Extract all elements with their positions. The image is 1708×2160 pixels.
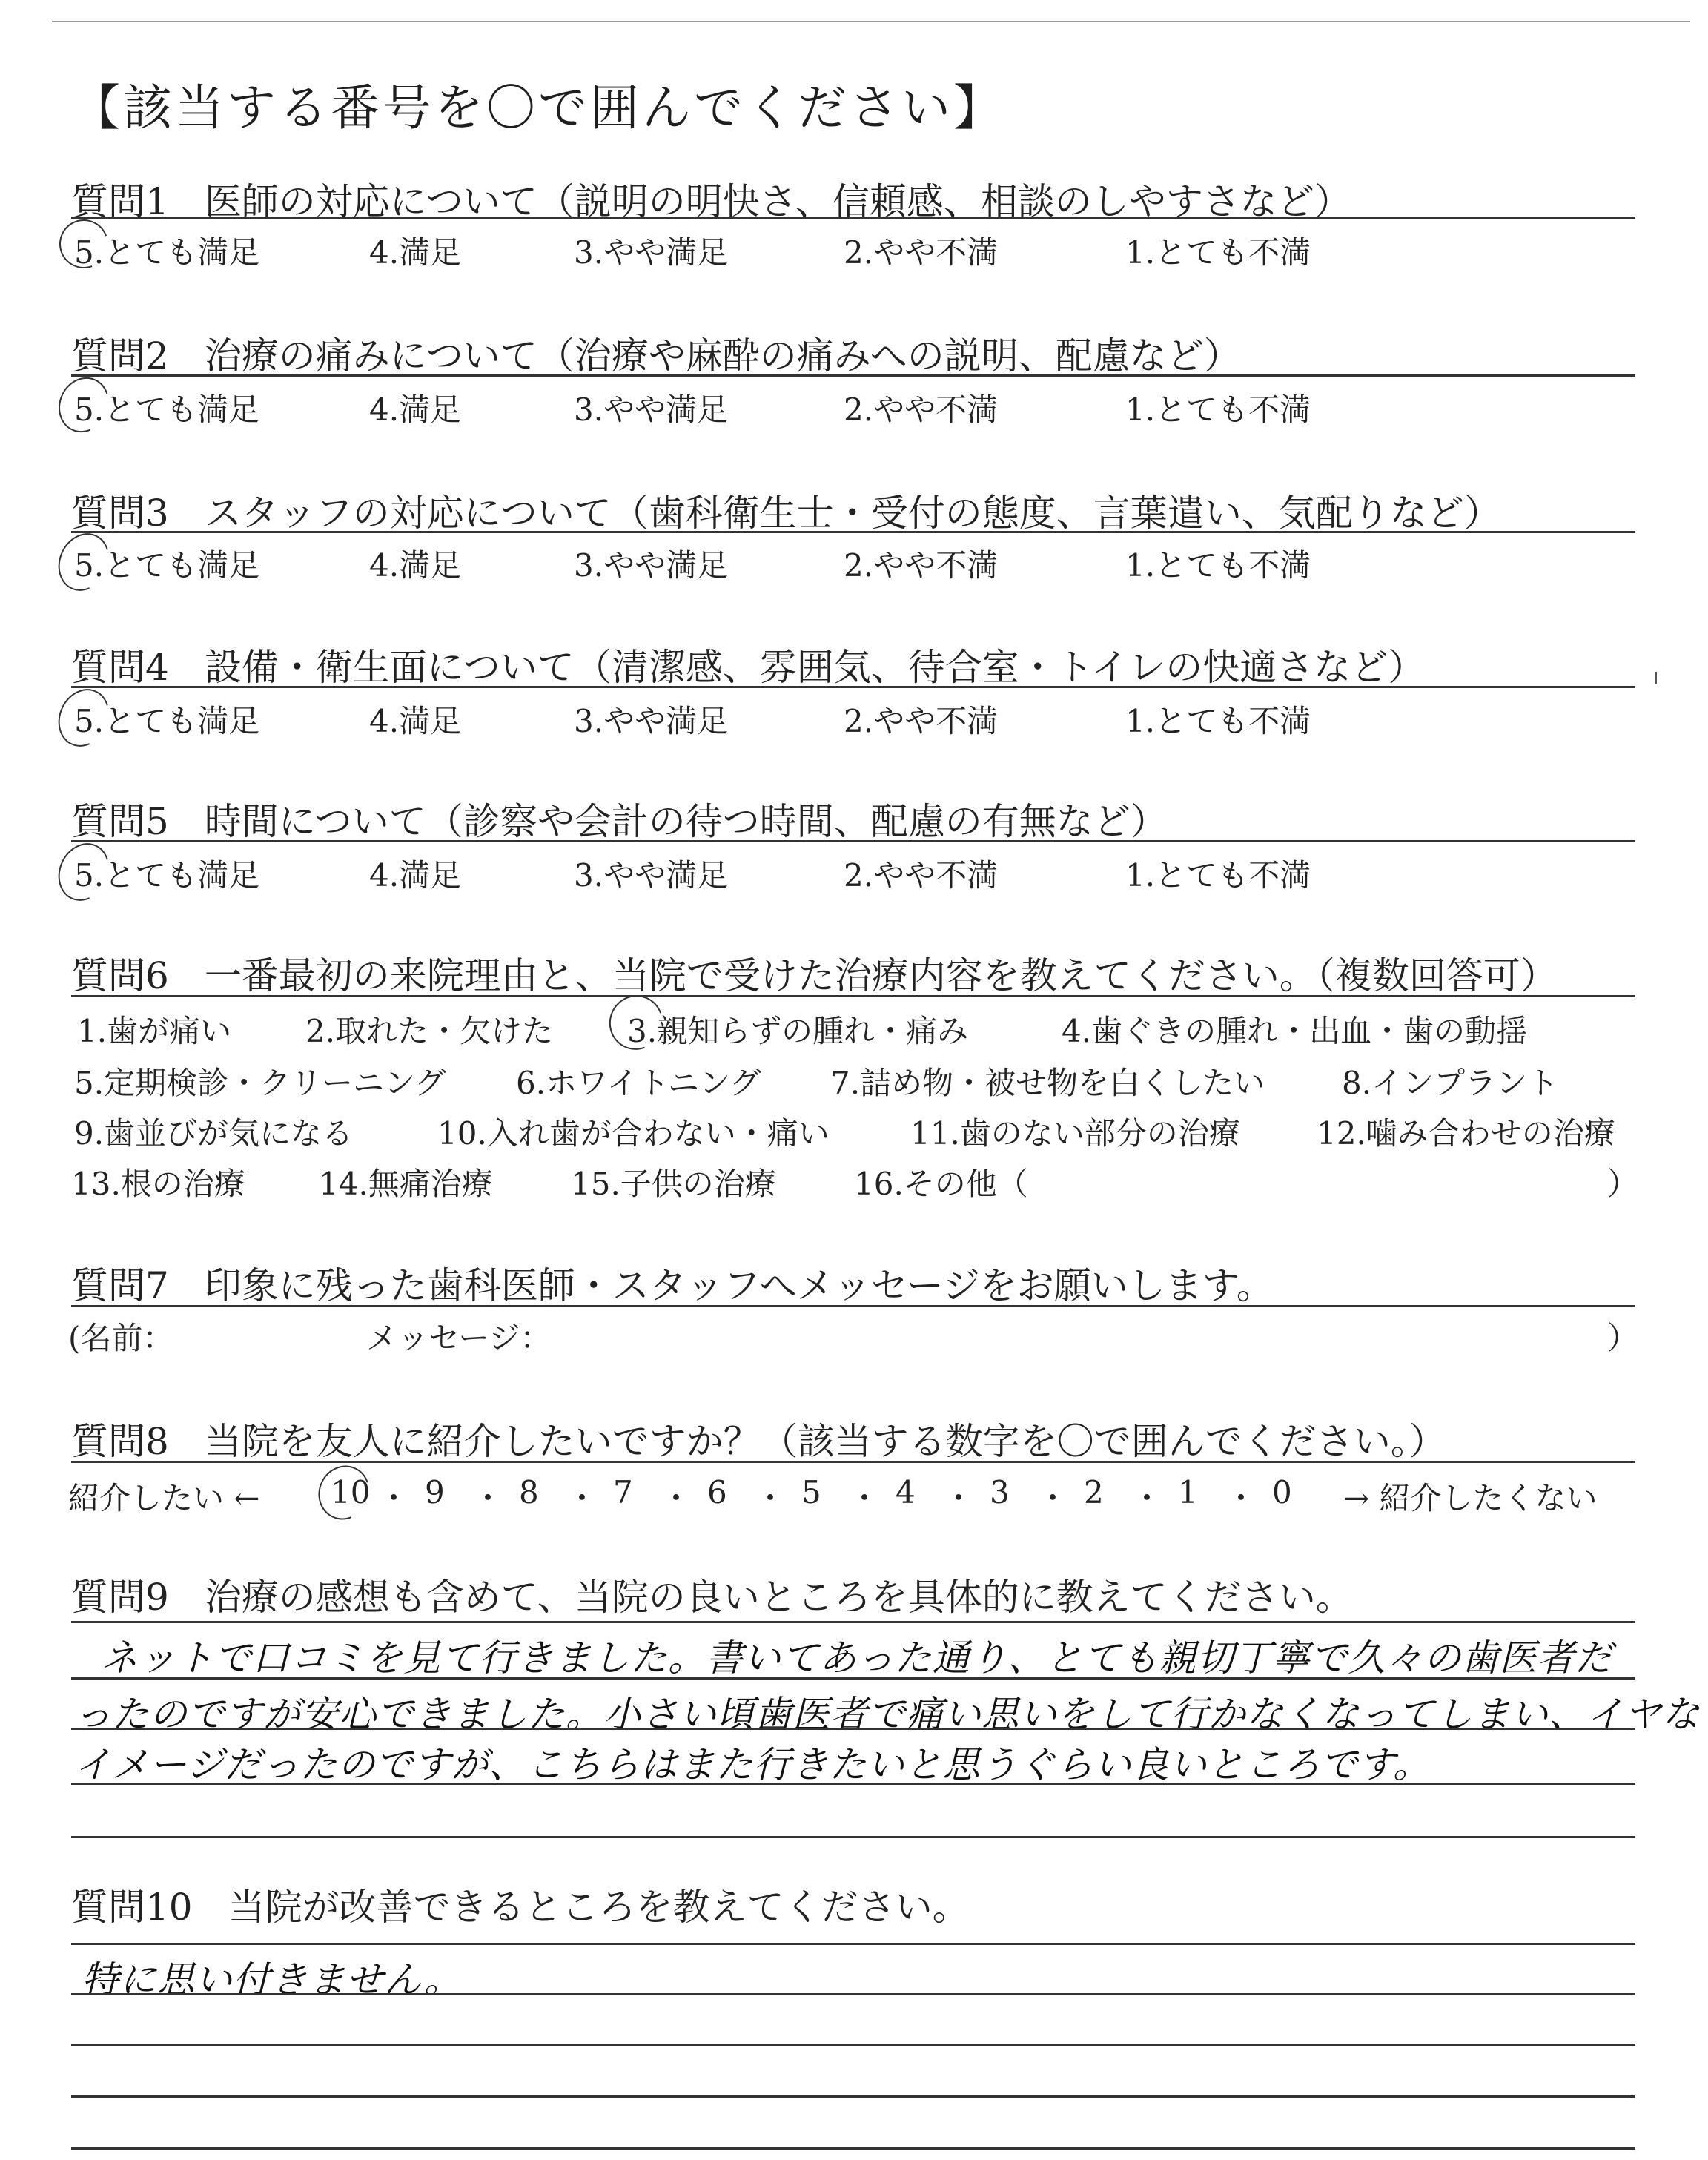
question-title: 質問1 医師の対応について（説明の明快さ、信頼感、相談のしやすさなど） [71,180,1351,223]
option-3[interactable]: 3.やや満足 [574,234,729,271]
option-4[interactable]: 4.満足 [369,234,462,271]
answer-line [71,1943,1635,1945]
scale-separator: ・ [378,1480,410,1516]
question-rule [71,840,1635,842]
option-5[interactable]: 5.とても満足 [74,857,260,894]
form-header: 【該当する番号を〇で囲んでください】 [71,79,1005,136]
answer-line [71,1783,1635,1785]
handwritten-answer-line: ったのですが安心できました。小さい頃歯医者で痛い思いをして行かなくなってしまい、イヤな [74,1693,1700,1736]
scale-separator: ・ [849,1480,881,1516]
name-label: (名前： [68,1320,174,1356]
option-1[interactable]: 1.とても不満 [1125,547,1311,584]
question-title: 質問10 当院が改善できるところを教えてください。 [71,1886,970,1929]
reason-2[interactable]: 2.取れた・欠けた [305,1013,554,1049]
question-title: 質問2 治療の痛みについて（治療や麻酔の痛みへの説明、配慮など） [71,334,1241,377]
top-border [52,21,1690,22]
scale-separator: ・ [472,1480,504,1516]
scale-separator: ・ [661,1480,692,1516]
reason-3[interactable]: 3.親知らずの腫れ・痛み [627,1013,969,1049]
scan-speck [1655,672,1657,684]
reason-12[interactable]: 12.噛み合わせの治療 [1317,1115,1615,1152]
option-3[interactable]: 3.やや満足 [574,703,729,739]
question-title: 質問9 治療の感想も含めて、当院の良いところを具体的に教えてください。 [71,1576,1353,1619]
reason-6[interactable]: 6.ホワイトニング [516,1065,761,1101]
scale-separator: ・ [566,1480,598,1516]
reason-9[interactable]: 9.歯並びが気になる [74,1115,354,1152]
reason-11[interactable]: 11.歯のない部分の治療 [910,1115,1240,1152]
option-3[interactable]: 3.やや満足 [574,547,729,584]
message-label: メッセージ： [366,1320,552,1356]
question-title: 質問4 設備・衛生面について（清潔感、雰囲気、待合室・トイレの快適さなど） [71,646,1426,689]
reason-15[interactable]: 15.子供の治療 [571,1166,776,1202]
answer-line [71,1836,1635,1838]
question-rule [71,995,1635,997]
option-5[interactable]: 5.とても満足 [74,547,260,584]
reason-5[interactable]: 5.定期検診・クリーニング [74,1065,446,1101]
question-rule [71,531,1635,533]
answer-line [71,1677,1635,1680]
scale-value-2[interactable]: 2 [1084,1474,1104,1510]
question-title: 質問8 当院を友人に紹介したいですか？（該当する数字を〇で囲んでください。） [71,1420,1446,1463]
option-3[interactable]: 3.やや満足 [574,392,729,428]
other-close-paren: ） [1607,1166,1639,1202]
message-close-paren: ） [1607,1320,1639,1356]
option-2[interactable]: 2.やや不満 [844,857,999,894]
scale-value-9[interactable]: 9 [425,1474,445,1510]
scale-separator: ・ [943,1480,975,1516]
scale-value-4[interactable]: 4 [896,1474,916,1510]
option-1[interactable]: 1.とても不満 [1125,234,1311,271]
answer-line [71,2044,1635,2046]
handwritten-answer-line: 特に思い付きません。 [82,1958,462,2001]
reason-10[interactable]: 10.入れ歯が合わない・痛い [437,1115,830,1152]
reason-7[interactable]: 7.詰め物・被せ物を白くしたい [830,1065,1265,1101]
scale-value-1[interactable]: 1 [1178,1474,1198,1510]
question-title: 質問7 印象に残った歯科医師・スタッフへメッセージをお願いします。 [71,1264,1274,1307]
option-5[interactable]: 5.とても満足 [74,703,260,739]
question-title: 質問3 スタッフの対応について（歯科衛生士・受付の態度、言葉遣い、気配りなど） [71,492,1501,535]
option-4[interactable]: 4.満足 [369,703,462,739]
option-5[interactable]: 5.とても満足 [74,392,260,428]
answer-line [71,2147,1635,2150]
question-rule [71,217,1635,219]
question-title: 質問6 一番最初の来院理由と、当院で受けた治療内容を教えてください。（複数回答可） [71,954,1558,997]
option-4[interactable]: 4.満足 [369,547,462,584]
scale-separator: ・ [1131,1480,1163,1516]
option-3[interactable]: 3.やや満足 [574,857,729,894]
reason-1[interactable]: 1.歯が痛い [77,1013,232,1049]
question-rule [71,1461,1635,1463]
option-2[interactable]: 2.やや不満 [844,234,999,271]
scale-value-0[interactable]: 0 [1272,1474,1292,1510]
question-rule [71,1305,1635,1307]
answer-line [71,2095,1635,2098]
question-title: 質問5 時間について（診察や会計の待つ時間、配慮の有無など） [71,800,1168,843]
reason-4[interactable]: 4.歯ぐきの腫れ・出血・歯の動揺 [1062,1013,1528,1049]
option-2[interactable]: 2.やや不満 [844,703,999,739]
answer-line [71,1728,1635,1730]
scale-value-10[interactable]: 10 [331,1474,371,1510]
recommend-left-label: 紹介したい ← [68,1480,260,1516]
handwritten-answer-line: イメージだったのですが、こちらはまた行きたいと思うぐらい良いところです。 [74,1743,1431,1786]
reason-13[interactable]: 13.根の治療 [71,1166,245,1202]
option-2[interactable]: 2.やや不満 [844,547,999,584]
question-rule [71,686,1635,688]
answer-line [71,1621,1635,1623]
scale-separator: ・ [1225,1480,1257,1516]
handwritten-answer-line: ネットで口コミを見て行きました。書いてあった通り、とても親切丁寧で久々の歯医者だ [101,1636,1613,1680]
question-rule [71,374,1635,377]
scale-separator: ・ [1037,1480,1069,1516]
option-1[interactable]: 1.とても不満 [1125,703,1311,739]
scale-value-5[interactable]: 5 [801,1474,821,1510]
reason-8[interactable]: 8.インプラント [1342,1065,1559,1101]
option-4[interactable]: 4.満足 [369,392,462,428]
scale-value-6[interactable]: 6 [707,1474,727,1510]
recommend-right-label: → 紹介したくない [1343,1480,1598,1516]
option-4[interactable]: 4.満足 [369,857,462,894]
answer-line [71,1993,1635,1995]
scale-value-8[interactable]: 8 [519,1474,539,1510]
option-1[interactable]: 1.とても不満 [1125,857,1311,894]
option-1[interactable]: 1.とても不満 [1125,392,1311,428]
reason-14[interactable]: 14.無痛治療 [319,1166,493,1202]
scale-value-7[interactable]: 7 [613,1474,633,1510]
scale-value-3[interactable]: 3 [990,1474,1010,1510]
reason-16[interactable]: 16.その他（ [854,1166,1028,1202]
option-2[interactable]: 2.やや不満 [844,392,999,428]
scale-separator: ・ [755,1480,787,1516]
option-5[interactable]: 5.とても満足 [74,234,260,271]
